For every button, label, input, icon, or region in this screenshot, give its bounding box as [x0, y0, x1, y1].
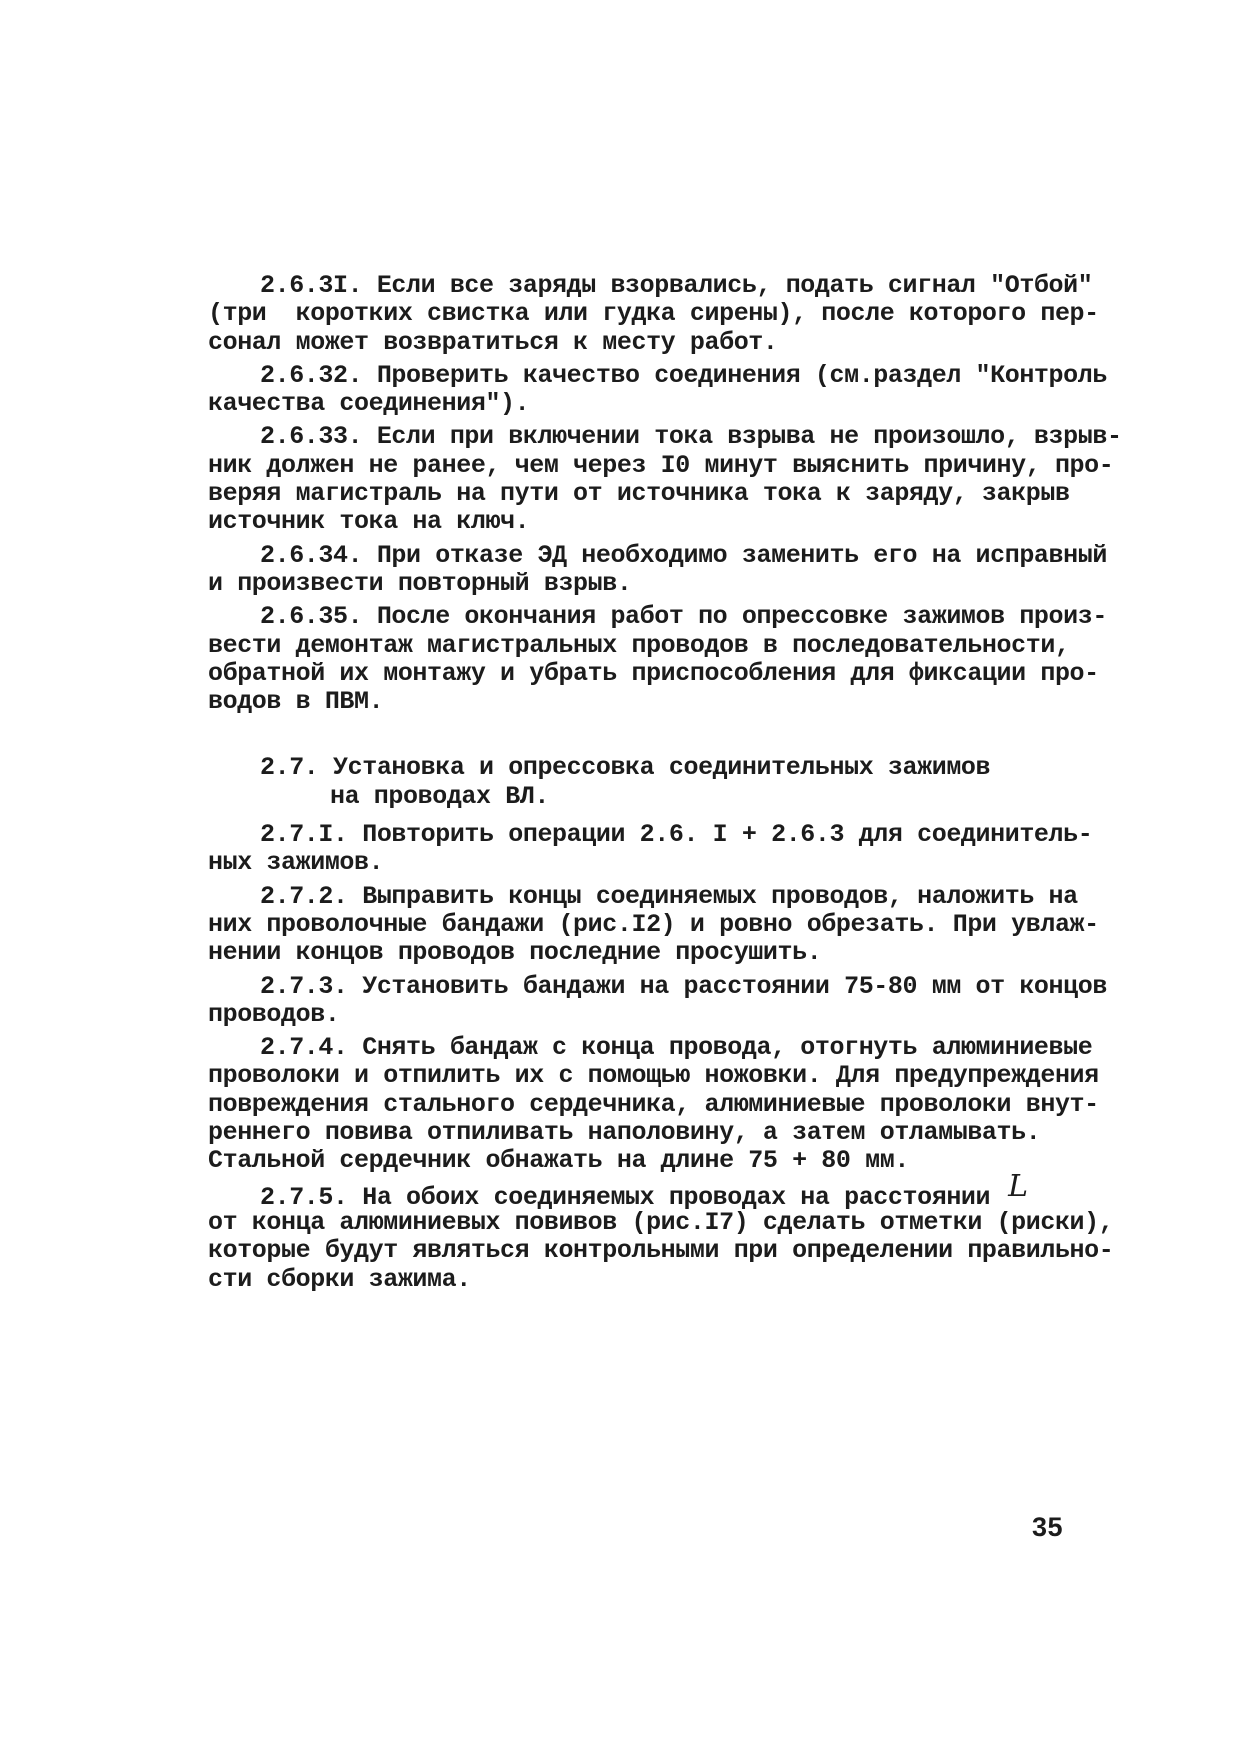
paragraph-2-6-33-line: 2.6.33. Если при включении тока взрыва не произошло, взрыв-	[260, 422, 1122, 452]
paragraph-2-7-4-line: реннего повива отпиливать наполовину, а затем отламывать.	[208, 1118, 1041, 1148]
paragraph-2-7-5-line: сти сборки зажима.	[208, 1264, 471, 1294]
paragraph-2-6-31-line: 2.6.3I. Если все заряды взорвались, подать сигнал "Отбой"	[260, 271, 1093, 300]
paragraph-2-6-35-line: обратной их монтажу и убрать приспособления для фиксации про-	[208, 658, 1099, 688]
paragraph-2-6-33-line: ник должен не ранее, чем через I0 минут выяснить причину, про-	[208, 450, 1114, 480]
paragraph-2-6-32-line: качества соединения").	[208, 389, 530, 419]
handwritten-l-symbol: L	[1008, 1168, 1028, 1204]
body-text	[208, 271, 1122, 1294]
paragraph-2-6-35-line: вести демонтаж магистральных проводов в последовательности,	[208, 630, 1070, 660]
paragraph-2-7-5-line: от конца алюминиевых повивов (рис.I7) сделать отметки (риски),	[208, 1207, 1114, 1237]
paragraph-2-7-2-line: нении концов проводов последние просушить.	[208, 938, 822, 968]
paragraph-2-7-4-line: повреждения стального сердечника, алюминиевые проволоки внут-	[208, 1089, 1099, 1119]
paragraph-2-7-5-text: 2.7.5. На обоих соединяемых проводах на расстоянии	[260, 1182, 991, 1212]
section-heading-2-7: на проводах ВЛ.	[330, 781, 550, 811]
paragraph-2-6-34-line: и произвести повторный взрыв.	[208, 568, 632, 598]
paragraph-2-7-4-line: проволоки и отпилить их с помощью ножовки. Для предупреждения	[208, 1061, 1099, 1091]
paragraph-2-6-35-line: 2.6.35. После окончания работ по опрессовке зажимов произ-	[260, 602, 1107, 632]
paragraph-2-6-33-line: источник тока на ключ.	[208, 507, 530, 537]
paragraph-2-7-5-line	[208, 1168, 1060, 1212]
paragraph-2-7-4-line: Стальной сердечник обнажать на длине 75 + 80 мм.	[208, 1146, 909, 1176]
paragraph-2-7-1-line: ных зажимов.	[208, 848, 384, 878]
paragraph-2-6-31-line: сонал может возвратиться к месту работ.	[208, 327, 778, 357]
paragraph-2-7-1-line: 2.7.I. Повторить операции 2.6. I + 2.6.3 для соединитель-	[260, 820, 1093, 850]
paragraph-2-6-31-line: (три коротких свистка или гудка сирены), после которого пер-	[208, 299, 1099, 329]
paragraph-2-6-35-line: водов в ПВМ.	[208, 687, 384, 717]
paragraph-2-7-5-line: которые будут являться контрольными при определении правильно-	[208, 1236, 1114, 1266]
paragraph-2-7-4-line: 2.7.4. Снять бандаж с конца провода, отогнуть алюминиевые	[260, 1033, 1093, 1063]
page-number: 35	[1032, 1512, 1064, 1542]
paragraph-2-6-34-line: 2.6.34. При отказе ЭД необходимо заменить его на исправный	[260, 540, 1107, 570]
paragraph-2-7-3-line: 2.7.3. Установить бандажи на расстоянии 75-80 мм от концов	[260, 971, 1107, 1001]
section-heading-2-7: 2.7. Установка и опрессовка соединительных зажимов	[260, 753, 991, 783]
paragraph-2-6-32-line: 2.6.32. Проверить качество соединения (см.раздел "Контроль	[260, 360, 1107, 390]
paragraph-2-6-33-line: веряя магистраль на пути от источника тока к заряду, закрыв	[208, 479, 1070, 509]
paragraph-2-7-3-line: проводов.	[208, 999, 340, 1029]
paragraph-2-7-2-line: них проволочные бандажи (рис.I2) и ровно обрезать. При увлаж-	[208, 909, 1099, 939]
paragraph-2-7-2-line: 2.7.2. Выправить концы соединяемых проводов, наложить на	[260, 881, 1078, 911]
